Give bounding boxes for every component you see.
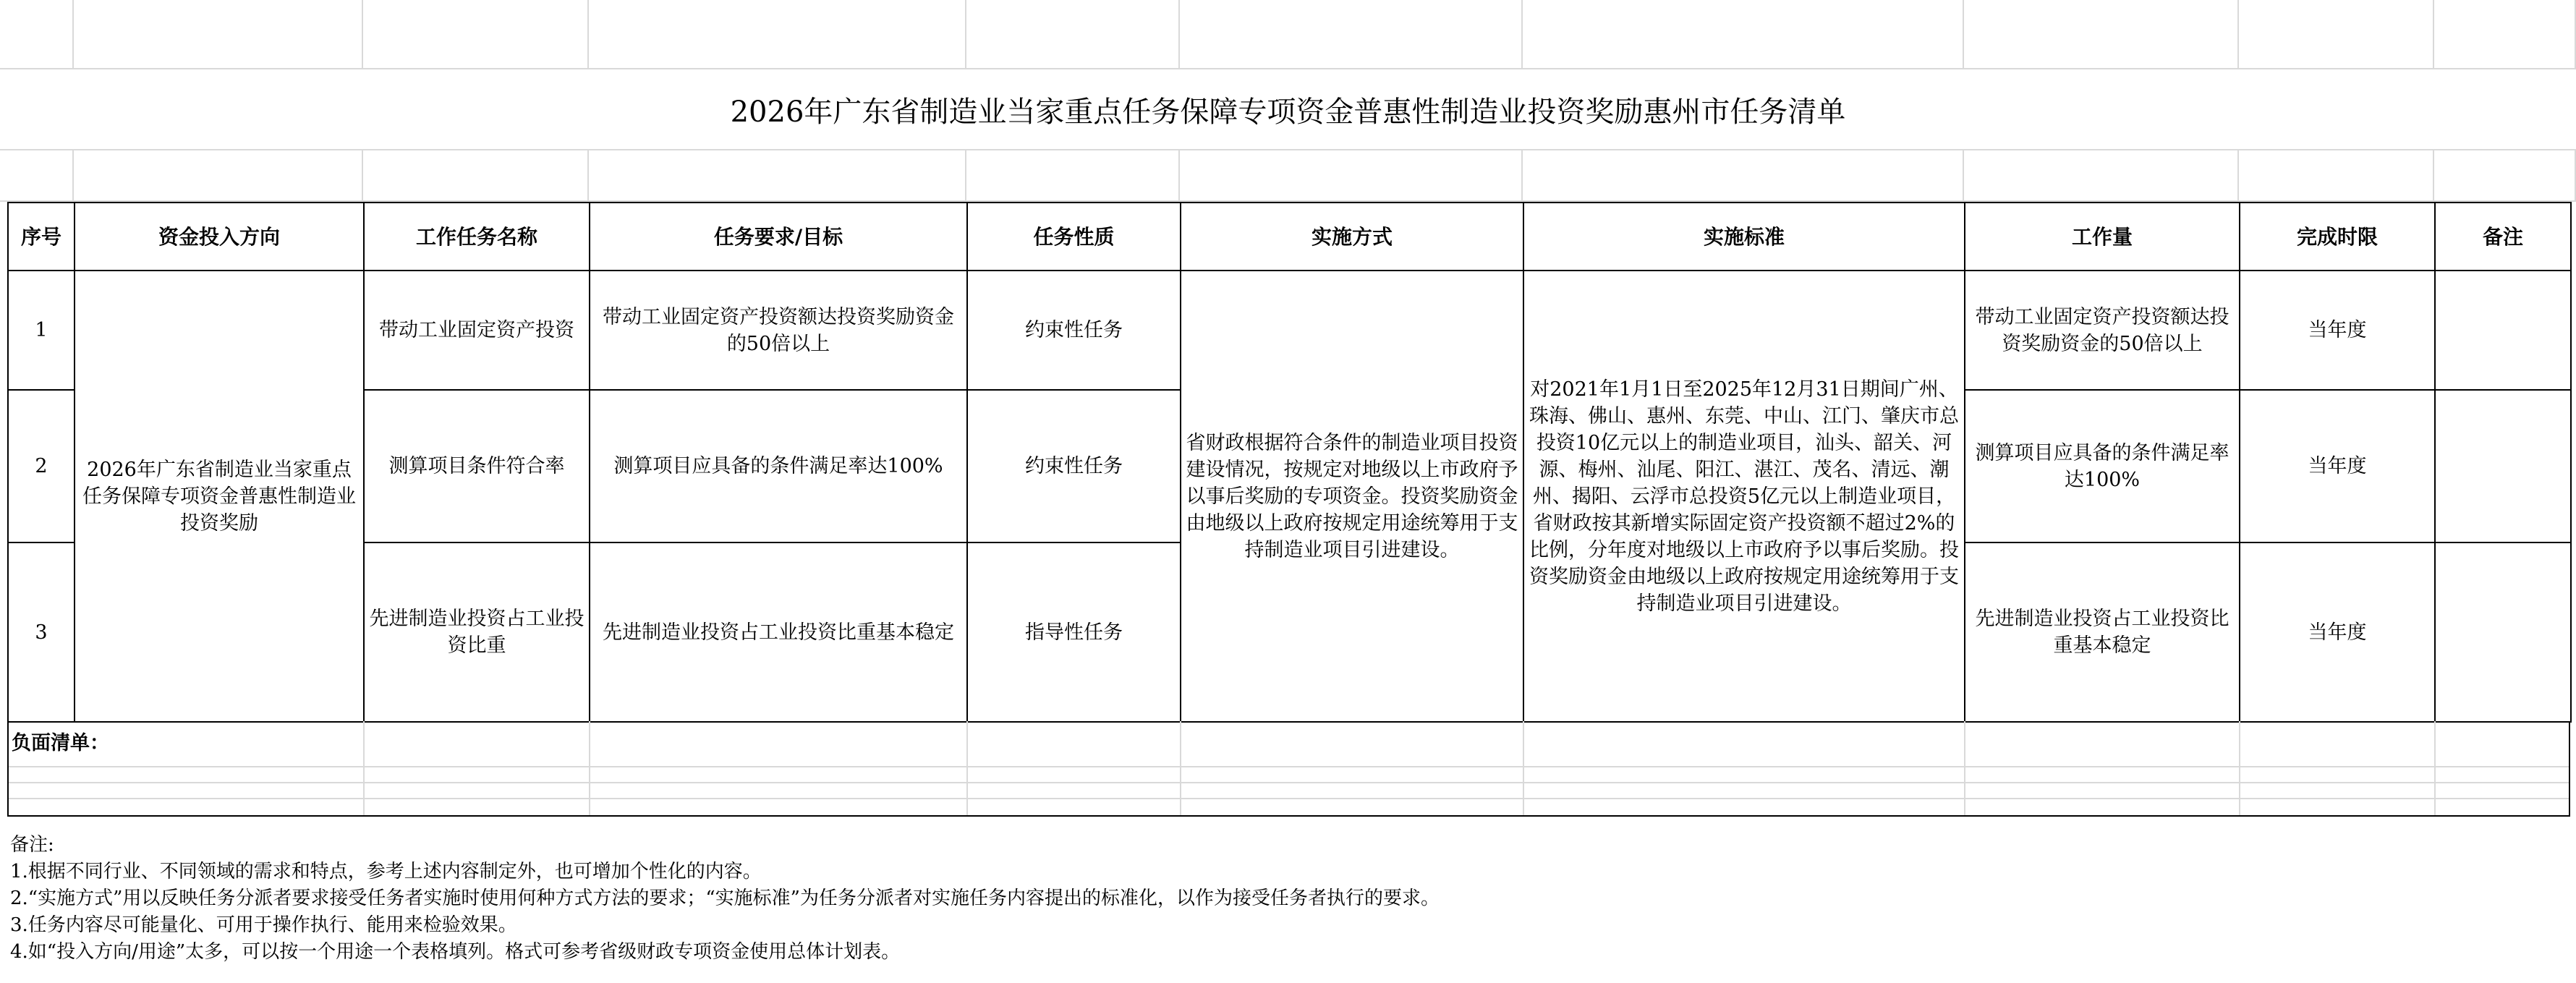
workload-cell: 测算项目应具备的条件满足率达100% [1965,390,2240,542]
grid-line [2239,721,2240,815]
workload-cell: 先进制造业投资占工业投资比重基本稳定 [1965,542,2240,722]
implementation-method-cell: 省财政根据符合条件的制造业项目投资建设情况，按规定对地级以上市政府予以事后奖励的专项资金。投资奖励资金由地级以上政府按规定用途统筹用于支持制造业项目引进建设。 [1181,271,1523,722]
nature-cell: 指导性任务 [967,542,1181,722]
nature-cell: 约束性任务 [967,271,1181,390]
task-name-cell: 测算项目条件符合率 [364,390,590,542]
header-task-name: 工作任务名称 [364,203,590,271]
grid-line [1523,721,1524,815]
task-name-cell: 带动工业固定资产投资 [364,271,590,390]
notes-heading: 备注: [10,834,54,856]
requirement-cell: 测算项目应具备的条件满足率达100% [590,390,967,542]
remark-cell [2435,542,2571,722]
negative-list-section [7,721,2570,817]
note-line: 1.根据不同行业、不同领域的需求和特点，参考上述内容制定外，也可增加个性化的内容。 [10,861,762,882]
table-row [8,271,2571,390]
remark-cell [2435,271,2571,390]
grid-line [9,766,2569,767]
header-nature: 任务性质 [967,203,1181,271]
note-line: 2.“实施方式”用以反映任务分派者要求接受任务者实施时使用何种方式方法的要求；“实施标准”为任务分派者对实施任务内容提出的标准化，以作为接受任务者执行的要求。 [10,888,1440,909]
header-fund-direction: 资金投入方向 [75,203,364,271]
grid-line [1964,721,1965,815]
blank-row-top [0,0,2576,69]
requirement-cell: 带动工业固定资产投资额达投资奖励资金的50倍以上 [590,271,967,390]
deadline-cell: 当年度 [2240,390,2435,542]
header-standard: 实施标准 [1523,203,1965,271]
grid-line [9,798,2569,799]
grid-line [2434,721,2436,815]
notes-section [10,832,1440,966]
nature-cell: 约束性任务 [967,390,1181,542]
grid-line [589,721,590,815]
grid-line [9,782,2569,783]
grid-line [1180,721,1181,815]
deadline-cell: 当年度 [2240,271,2435,390]
implementation-standard-cell: 对2021年1月1日至2025年12月31日期间广州、珠海、佛山、惠州、东莞、中山、江门、肇庆市总投资10亿元以上的制造业项目，汕头、韶关、河源、梅州、汕尾、阳江、湛江、茂名、清远、潮州、揭阳、云浮市总投资5亿元以上制造业项目，省财政按其新增实际固定资产投资额不超过2%的比例，分年度对地级以上市政府予以事后奖励。投资奖励资金由地级以上政府按规定用途统筹用于支持制造业项目引进建设。 [1523,271,1965,722]
fund-direction-cell: 2026年广东省制造业当家重点任务保障专项资金普惠性制造业投资奖励 [75,271,364,722]
row-no: 2 [8,390,75,542]
grid-line [966,721,968,815]
remark-cell [2435,390,2571,542]
workload-cell: 带动工业固定资产投资额达投资奖励资金的50倍以上 [1965,271,2240,390]
note-line: 3.任务内容尽可能量化、可用于操作执行、能用来检验效果。 [10,914,517,936]
header-workload: 工作量 [1965,203,2240,271]
row-no: 3 [8,542,75,722]
task-table [7,202,2572,723]
grid-line [363,721,365,815]
table-header-row [8,203,2571,271]
header-deadline: 完成时限 [2240,203,2435,271]
note-line: 4.如“投入方向/用途”太多，可以按一个用途一个表格填列。格式可参考省级财政专项资金使用总体计划表。 [10,941,901,963]
negative-list-label: 负面清单： [12,732,109,754]
blank-row-under-title [0,149,2576,202]
header-remark: 备注 [2435,203,2571,271]
page-title: 2026年广东省制造业当家重点任务保障专项资金普惠性制造业投资奖励惠州市任务清单 [0,69,2576,150]
row-no: 1 [8,271,75,390]
task-name-cell: 先进制造业投资占工业投资比重 [364,542,590,722]
header-method: 实施方式 [1181,203,1523,271]
header-requirement: 任务要求/目标 [590,203,967,271]
requirement-cell: 先进制造业投资占工业投资比重基本稳定 [590,542,967,722]
deadline-cell: 当年度 [2240,542,2435,722]
header-no: 序号 [8,203,75,271]
